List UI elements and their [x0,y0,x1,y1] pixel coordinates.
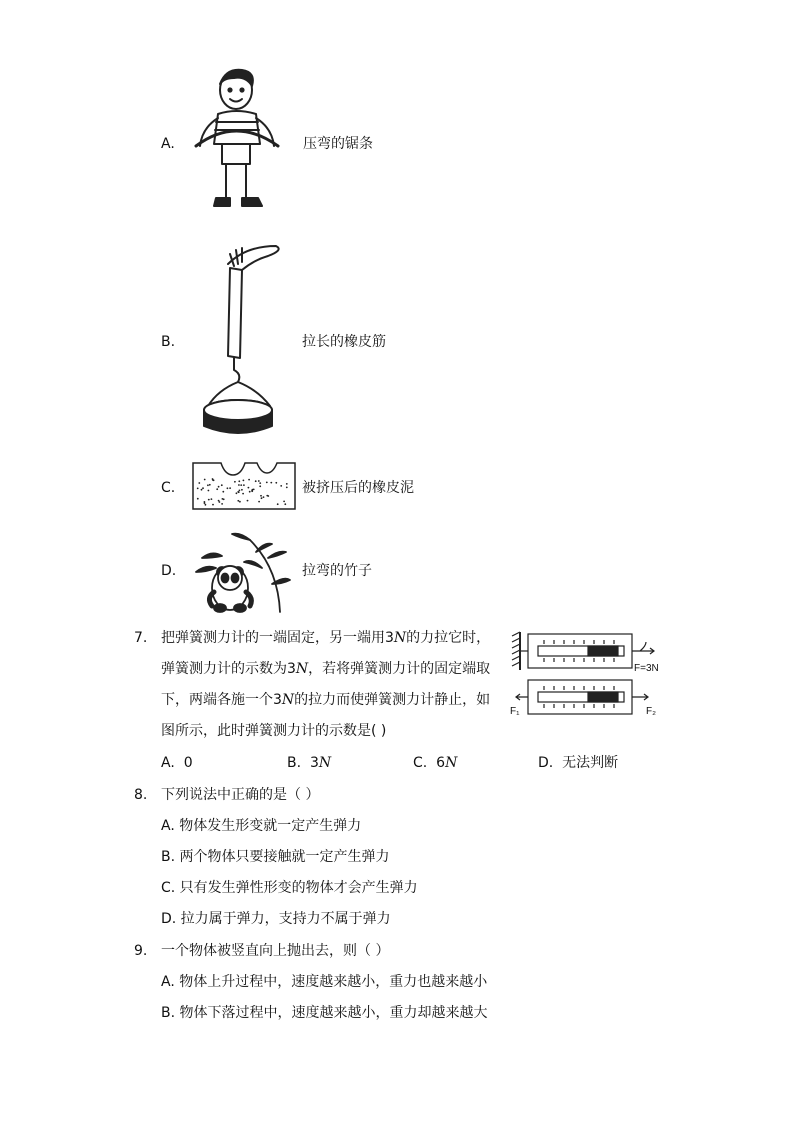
q6-option-b-text: 拉长的橡皮筋 [302,334,386,350]
q8-option-c: C. 只有发生弹性形变的物体才会产生弹力 [161,880,418,896]
q7-stem-line-4: 图所示，此时弹簧测力计的示数是( ) [161,723,387,739]
q8-option-a: A. 物体发生形变就一定产生弹力 [161,818,362,834]
q7-option-c: C. 6N [413,755,458,771]
q8-option-b: B. 两个物体只要接触就一定产生弹力 [161,849,390,865]
q6-option-a-letter: A. [161,136,175,152]
q6-option-b-letter: B. [161,334,176,350]
q7-stem-line-2: 弹簧测力计的示数为3N，若将弹簧测力计的固定端取 [161,661,491,677]
figure-label-f2: F₂ [646,706,656,717]
panda-bending-bamboo-image [192,528,292,614]
stretched-rubber-band-image [198,240,288,438]
q9-option-b: B. 物体下落过程中，速度越来越小，重力却越来越大 [161,1005,488,1021]
figure-label-f1: F₁ [510,706,520,717]
q6-option-a-text: 压弯的锯条 [303,136,373,152]
q8-number: 8. [134,787,148,803]
q7-stem [161,629,501,740]
q7-option-d: D. 无法判断 [538,755,619,771]
spring-scale-diagram [508,626,668,722]
q7-option-a: A. 0 [161,755,193,771]
q8-stem: 下列说法中正确的是（ ） [161,787,320,803]
q6-option-c-letter: C. [161,480,176,496]
q7-option-b: B. 3N [287,755,332,771]
q8-option-d: D. 拉力属于弹力，支持力不属于弹力 [161,911,391,927]
figure-label-f-3n: F=3N [634,663,659,674]
q6-option-c-text: 被挤压后的橡皮泥 [302,480,414,496]
q7-stem-line-1: 把弹簧测力计的一端固定，另一端用3N的力拉它时， [161,630,491,646]
squeezed-plasticine-image [191,461,297,511]
q7-number: 7. [134,630,148,646]
q6-option-d-text: 拉弯的竹子 [302,563,372,579]
q6-option-d-letter: D. [161,563,177,579]
q9-option-a: A. 物体上升过程中，速度越来越小，重力也越来越小 [161,974,488,990]
q7-stem-line-3: 下，两端各施一个3N的拉力而使弹簧测力计静止，如 [161,692,491,708]
q9-stem: 一个物体被竖直向上抛出去，则（ ） [161,943,390,959]
q9-number: 9. [134,943,148,959]
boy-bending-saw-image [186,66,286,214]
